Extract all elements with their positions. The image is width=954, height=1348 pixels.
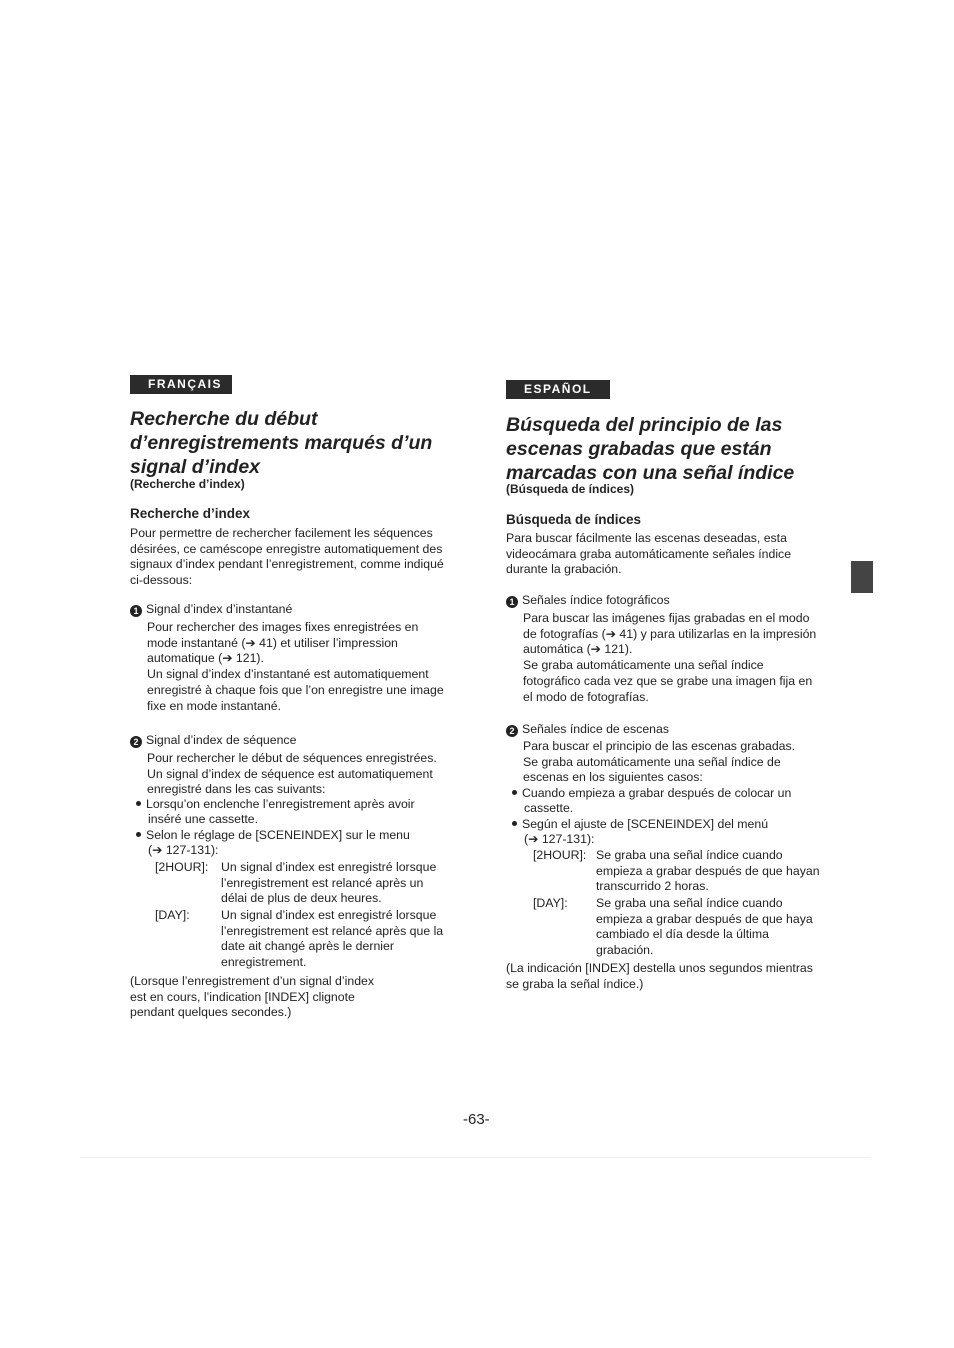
text-line: Para buscar las imágenes fijas grabadas en el modo	[523, 611, 810, 625]
section-heading-french: Recherche d’index	[130, 506, 251, 521]
bullet2-spanish: Según el ajuste de [SCENEINDEX] del menú	[512, 817, 832, 833]
item2-heading-french: 2 Signal d’index de séquence	[130, 733, 296, 749]
option-2hour-text-spanish	[596, 848, 841, 895]
text-line: Para buscar fácilmente las escenas deseadas, esta	[506, 531, 787, 545]
text-line: signaux d’index pendant l’enregistrement, comme indiqué	[130, 557, 444, 572]
number-one-icon: 1	[506, 596, 518, 608]
text-line: enregistrement.	[221, 955, 307, 970]
bullet1-spanish: Cuando empieza a grabar después de colocar un	[512, 786, 832, 802]
intro-paragraph-french	[130, 526, 465, 589]
note-french	[130, 974, 374, 1021]
text-line: est en cours, l’indication [INDEX] clignote	[130, 989, 355, 1004]
item1-body-french	[147, 620, 467, 714]
text-line: automatique (➔ 121).	[147, 651, 264, 666]
text-line: désirées, ce caméscope enregistre automatiquement des	[130, 541, 443, 556]
option-day-label-french: [DAY]:	[155, 908, 190, 922]
side-index-tab	[851, 561, 873, 593]
text-line: de fotografías (➔ 41) y para utilizarlas en la impresión	[523, 626, 817, 641]
item2-body-spanish	[523, 739, 843, 786]
text-line: Un signal d’index est enregistré lorsque	[221, 860, 437, 874]
item1-heading-french: 1 Signal d’index d’instantané	[130, 602, 292, 618]
text-line: date ait changé après le dernier	[221, 939, 394, 954]
section-heading-spanish: Búsqueda de índices	[506, 512, 642, 527]
text-line: el modo de fotografías.	[523, 689, 649, 704]
item1-body-spanish	[523, 611, 843, 705]
text-line: transcurrido 2 horas.	[596, 879, 709, 894]
text-line: cambiado el día desde la última	[596, 927, 769, 942]
text-line: Pour permettre de rechercher facilement les séquences	[130, 526, 433, 540]
text-line: videocámara graba automáticamente señales índice	[506, 546, 792, 561]
text-line: (Lorsque l’enregistrement d’un signal d’index	[130, 974, 375, 988]
text-line: fotográfico cada vez que se grabe una imagen fija en	[523, 673, 813, 688]
text-line: fixe en mode instantané.	[147, 698, 281, 713]
number-two-icon: 2	[506, 725, 518, 737]
text-line: Se graba automáticamente una señal índice	[523, 658, 764, 673]
text-line: Para buscar el principio de las escenas grabadas.	[523, 739, 796, 753]
text-line: enregistré dans les cas suivants:	[147, 782, 326, 797]
bullet1-french: Lorsqu’on enclenche l’enregistrement après avoir	[136, 797, 456, 813]
section-title-spanish: Búsqueda del principio de las escenas grabadas que están marcadas con una señal índice	[506, 414, 795, 484]
text-line: empieza a grabar después de que hayan	[596, 863, 820, 878]
bullet-icon	[512, 821, 517, 826]
text-line: pendant quelques secondes.)	[130, 1005, 292, 1020]
option-2hour-label-spanish: [2HOUR]:	[533, 848, 587, 862]
text-line: Se graba una señal índice cuando	[596, 896, 783, 910]
text-line: grabación.	[596, 943, 654, 958]
bullet2-french: Selon le réglage de [SCENEINDEX] sur le menu	[136, 828, 456, 844]
text-line: Pour rechercher des images fixes enregistrées en	[147, 620, 419, 634]
subtitle-spanish: (Búsqueda de índices)	[506, 482, 635, 496]
text-line: l’enregistrement est relancé après un	[221, 875, 424, 890]
item2-heading-spanish: 2 Señales índice de escenas	[506, 722, 669, 738]
text-line: Un signal d’index est enregistré lorsque	[221, 908, 437, 922]
section-title-french: Recherche du début d’enregistrements marqués d’un signal d’index	[130, 408, 433, 478]
text-line: (La indicación [INDEX] destella unos segundos mientras	[506, 961, 813, 975]
note-spanish	[506, 961, 813, 992]
bullet-icon	[136, 832, 141, 837]
text-line: Se graba automáticamente una señal índice de	[523, 754, 781, 769]
text-line: Pour rechercher le début de séquences enregistrées.	[147, 751, 437, 765]
subtitle-french: (Recherche d’index)	[130, 477, 245, 491]
intro-paragraph-spanish	[506, 531, 841, 578]
bullet2-cont-french: (➔ 127-131):	[148, 843, 219, 857]
text-line: Un signal d’index de séquence est automatiquement	[147, 766, 433, 781]
option-2hour-label-french: [2HOUR]:	[155, 860, 209, 874]
bullet1-cont-french: inséré une cassette.	[148, 812, 259, 826]
option-day-label-spanish: [DAY]:	[533, 896, 568, 910]
text-line: durante la grabación.	[506, 562, 622, 577]
text-line: empieza a grabar después de que haya	[596, 911, 813, 926]
text-line: automática (➔ 121).	[523, 642, 633, 657]
language-badge-french: FRANÇAIS	[130, 375, 232, 394]
item1-heading-spanish: 1 Señales índice fotográficos	[506, 593, 670, 609]
text-line: se graba la señal índice.)	[506, 976, 644, 991]
text-line: délai de plus de deux heures.	[221, 891, 382, 906]
bullet2-cont-spanish: (➔ 127-131):	[524, 832, 595, 846]
bullet1-cont-spanish: cassette.	[524, 801, 574, 815]
text-line: Se graba una señal índice cuando	[596, 848, 783, 862]
item2-body-french	[147, 751, 467, 798]
number-one-icon: 1	[130, 605, 142, 617]
bullet-icon	[136, 801, 141, 806]
number-two-icon: 2	[130, 736, 142, 748]
bullet-icon	[512, 790, 517, 795]
page-number: -63-	[463, 1111, 490, 1128]
text-line: escenas en los siguientes casos:	[523, 770, 703, 785]
text-line: l’enregistrement est relancé après que la	[221, 923, 444, 938]
language-badge-spanish: ESPAÑOL	[506, 380, 610, 399]
option-day-text-french	[221, 908, 461, 971]
text-line: mode instantané (➔ 41) et utiliser l’impression	[147, 635, 398, 650]
option-2hour-text-french	[221, 860, 461, 907]
text-line: ci-dessous:	[130, 573, 193, 588]
text-line: Un signal d’index d’instantané est automatiquement	[147, 667, 429, 682]
option-day-text-spanish	[596, 896, 841, 959]
bottom-rule	[80, 1157, 870, 1158]
text-line: enregistré à chaque fois que l’on enregistre une image	[147, 682, 444, 697]
